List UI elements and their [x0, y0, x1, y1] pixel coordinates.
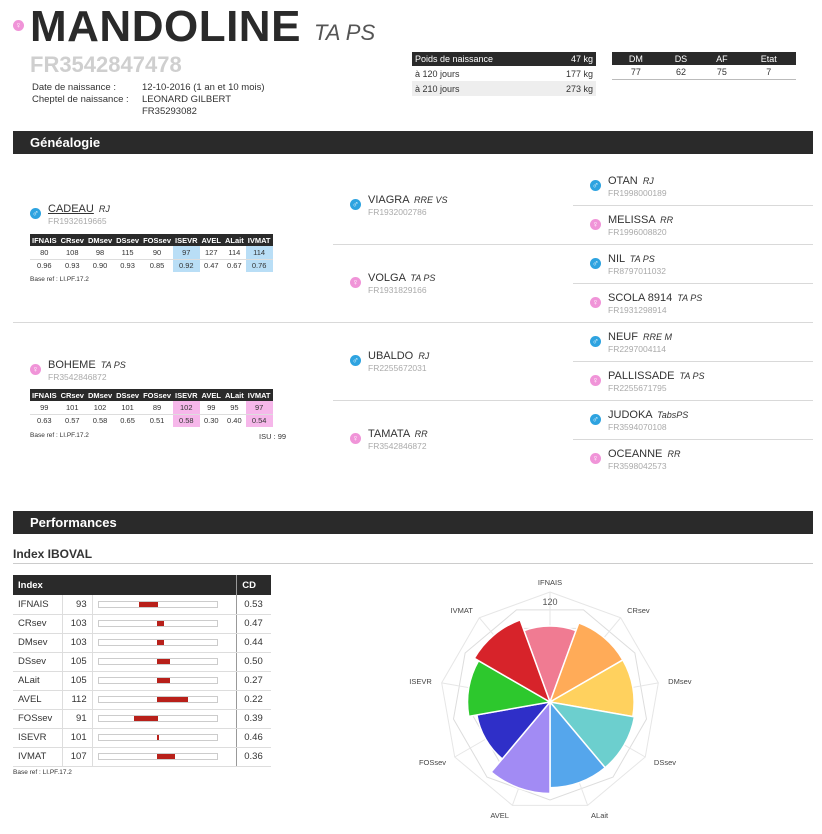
iboval-bar	[98, 677, 218, 684]
iboval-row	[13, 709, 271, 728]
iboval-index-value: 103	[62, 614, 92, 633]
father-index-header: DMsev	[87, 235, 113, 245]
iboval-title: Index IBOVAL	[13, 547, 93, 561]
iboval-bar	[98, 639, 218, 646]
chart-category-label: FOSsev	[418, 758, 447, 767]
iboval-index-value: 103	[62, 633, 92, 652]
father-index-value: 0.47	[203, 261, 219, 271]
female-sex-icon: ♀	[13, 20, 24, 31]
grandparent-race: TA PS	[410, 273, 436, 283]
male-sex-icon: ♂	[590, 336, 601, 347]
iboval-cd-value: 0.22	[237, 690, 271, 709]
mother-index-value: 95	[223, 401, 246, 414]
mother-index-value: 99	[30, 401, 59, 414]
great-grandparent-race: RRE M	[643, 332, 673, 342]
father-index-value: 108	[59, 246, 86, 259]
iboval-bar	[98, 620, 218, 627]
iboval-table	[13, 575, 271, 767]
dev-header-af: AF	[702, 52, 741, 65]
father-index-value: 0.90	[92, 261, 108, 271]
iboval-bar-fill	[157, 621, 165, 626]
great-grandparent-entry[interactable]	[590, 253, 666, 276]
great-grandparent-entry[interactable]	[590, 214, 673, 237]
iboval-bar-cell	[92, 709, 237, 728]
iboval-bar	[98, 734, 218, 741]
iboval-index-value: 91	[62, 709, 92, 728]
mother-index-header: ALait	[224, 390, 244, 400]
iboval-bar-cell	[92, 595, 237, 614]
great-grandparent-entry[interactable]	[590, 331, 672, 354]
mother-index-value: 101	[59, 401, 86, 414]
female-sex-icon: ♀	[590, 453, 601, 464]
iboval-row	[13, 633, 271, 652]
father-index-value: 0.92	[173, 259, 200, 272]
iboval-bar-fill	[157, 678, 170, 683]
iboval-bar-cell	[92, 652, 237, 671]
mother-index-value: 0.57	[64, 416, 80, 426]
grandparent-race: RRE VS	[414, 195, 448, 205]
father-index-value: 0.96	[36, 261, 52, 271]
iboval-bar-fill	[157, 735, 160, 740]
female-sex-icon: ♀	[590, 297, 601, 308]
father-index-value: 90	[141, 246, 173, 259]
grandparent-entry[interactable]	[350, 272, 435, 295]
weight-210-value: 273 kg	[544, 81, 596, 96]
dev-header-ds: DS	[660, 52, 703, 65]
chart-category-label: ISEVR	[409, 677, 432, 687]
grandparent-id: FR1932002786	[368, 207, 427, 217]
mother-race: TA PS	[100, 360, 126, 370]
iboval-bar	[98, 658, 218, 665]
great-grandparent-race: TA PS	[679, 371, 705, 381]
iboval-polar-chart	[400, 578, 700, 820]
father-index-value: 127	[200, 246, 223, 259]
great-grandparent-id: FR3598042573	[608, 461, 667, 471]
chart-category-label: DSsev	[653, 758, 677, 767]
iboval-row	[13, 690, 271, 709]
great-grandparent-race: RR	[660, 215, 674, 225]
father-index-value: 0.93	[120, 261, 135, 271]
grandparent-entry[interactable]	[350, 194, 448, 217]
chart-category-label: DMsev	[668, 677, 692, 687]
iboval-row	[13, 747, 271, 766]
iboval-bar-cell	[92, 728, 237, 747]
male-sex-icon: ♂	[590, 180, 601, 191]
chart-tick-label: 120	[542, 597, 558, 607]
iboval-bar-cell	[92, 747, 237, 766]
grandparent-id: FR3542846872	[368, 441, 427, 451]
mother-index-value: 0.58	[92, 416, 108, 426]
mother-index-header: AVEL	[201, 390, 221, 400]
weight-120-label: à 120 jours	[415, 68, 460, 79]
father-baseref: Base ref : LI.PF.17.2	[30, 276, 89, 283]
weight-birth-label: Poids de naissance	[412, 52, 544, 66]
iboval-row	[13, 671, 271, 690]
grandparent-name: TAMATA	[368, 428, 410, 440]
performances-section-header: Performances	[13, 511, 813, 534]
male-sex-icon: ♂	[350, 199, 361, 210]
birth-farm-name: LEONARD GILBERT	[142, 94, 232, 105]
mother-index-value: 0.30	[203, 416, 219, 426]
iboval-bar	[98, 715, 218, 722]
great-grandparent-entry[interactable]	[590, 292, 702, 315]
father-race: RJ	[98, 204, 110, 214]
iboval-index-name: DMsev	[13, 633, 62, 652]
father-index-value: 80	[30, 246, 59, 259]
mother-index-header: CRsev	[60, 390, 84, 400]
female-sex-icon: ♀	[590, 375, 601, 386]
mother-name: BOHEME	[48, 359, 96, 371]
female-sex-icon: ♀	[590, 219, 601, 230]
weights-table	[412, 52, 596, 96]
great-grandparent-id: FR2297004114	[608, 344, 666, 354]
mother-isu: ISU : 99	[259, 432, 287, 441]
grandparent-name: UBALDO	[368, 350, 414, 362]
iboval-index-name: IFNAIS	[13, 595, 62, 614]
great-grandparent-id: FR3594070108	[608, 422, 667, 432]
grandparent-entry[interactable]	[350, 350, 429, 373]
great-grandparent-id: FR8797011032	[608, 266, 666, 276]
iboval-bar-cell	[92, 614, 237, 633]
animal-race: TA PS	[314, 20, 376, 45]
great-grandparent-id: FR2255671795	[608, 383, 667, 393]
father-index-table	[30, 234, 273, 272]
birth-farm-label: Cheptel de naissance :	[32, 94, 129, 105]
chart-category-label: ALait	[591, 810, 609, 820]
mother-index-value: 0.58	[173, 414, 200, 427]
mother-index-header: ISEVR	[175, 390, 198, 400]
grandparent-race: RJ	[418, 351, 430, 361]
great-grandparent-entry[interactable]	[590, 175, 667, 198]
mother-id: FR3542846872	[48, 372, 107, 382]
father-index-value: 98	[86, 246, 114, 259]
iboval-bar-fill	[157, 697, 188, 702]
great-grandparent-entry[interactable]	[590, 409, 688, 432]
father-index-header: ISEVR	[175, 235, 198, 245]
dev-value-dm: 77	[612, 65, 660, 79]
mother-index-value: 101	[114, 401, 141, 414]
iboval-index-value: 112	[62, 690, 92, 709]
chart-category-label: CRsev	[627, 606, 650, 616]
iboval-index-name: CRsev	[13, 614, 62, 633]
father-index-value: 0.85	[149, 261, 165, 271]
father-index-value: 97	[173, 246, 200, 259]
iboval-cd-value: 0.39	[237, 709, 271, 728]
iboval-bar-fill	[157, 640, 165, 645]
mother-index-value: 0.40	[227, 416, 242, 426]
father-index-value: 114	[246, 246, 273, 259]
mother-index-value: 0.54	[246, 414, 273, 427]
animal-name: MANDOLINE	[30, 2, 301, 51]
great-grandparent-name: MELISSA	[608, 214, 656, 226]
female-sex-icon: ♀	[30, 364, 41, 375]
mother-index-value: 0.65	[120, 416, 135, 426]
great-grandparent-race: RJ	[642, 176, 654, 186]
father-index-value: 0.76	[246, 259, 273, 272]
chart-category-label: IFNAIS	[537, 578, 563, 587]
iboval-col-index: Index	[13, 575, 237, 595]
iboval-row	[13, 652, 271, 671]
father-index-header: DSsev	[116, 235, 140, 245]
animal-id: FR3542847478	[30, 52, 182, 77]
iboval-bar-fill	[157, 754, 175, 759]
mother-index-header: FOSsev	[143, 390, 172, 400]
great-grandparent-entry[interactable]	[590, 370, 705, 393]
mother-index-header: IVMAT	[247, 390, 271, 400]
great-grandparent-name: OCEANNE	[608, 448, 663, 460]
iboval-cd-value: 0.44	[237, 633, 271, 652]
iboval-bar-cell	[92, 690, 237, 709]
iboval-bar-fill	[139, 602, 157, 607]
father-entry[interactable]	[30, 203, 110, 226]
iboval-bar-cell	[92, 633, 237, 652]
female-sex-icon: ♀	[350, 433, 361, 444]
iboval-index-name: DSsev	[13, 652, 62, 671]
iboval-index-name: ISEVR	[13, 728, 62, 747]
mother-baseref: Base ref : LI.PF.17.2	[30, 432, 89, 439]
father-index-header: IFNAIS	[32, 235, 57, 245]
dev-header-dm: DM	[612, 52, 660, 65]
mother-index-value: 102	[173, 401, 200, 414]
iboval-cd-value: 0.53	[237, 595, 271, 614]
father-name: CADEAU	[48, 203, 94, 215]
dev-value-etat: 7	[741, 65, 796, 79]
great-grandparent-race: RR	[667, 449, 681, 459]
great-grandparent-name: NIL	[608, 253, 625, 265]
iboval-index-value: 105	[62, 652, 92, 671]
mother-index-value: 97	[246, 401, 273, 414]
iboval-bar-fill	[157, 659, 170, 664]
great-grandparent-name: JUDOKA	[608, 409, 653, 421]
dev-header-etat: Etat	[741, 52, 796, 65]
great-grandparent-name: PALLISSADE	[608, 370, 675, 382]
iboval-index-value: 105	[62, 671, 92, 690]
iboval-index-value: 101	[62, 728, 92, 747]
mother-index-header: DMsev	[87, 390, 113, 400]
mother-entry[interactable]	[30, 359, 126, 382]
birth-date-label: Date de naissance :	[32, 82, 116, 93]
iboval-cd-value: 0.47	[237, 614, 271, 633]
birth-date-line	[32, 82, 265, 93]
iboval-index-value: 93	[62, 595, 92, 614]
great-grandparent-name: OTAN	[608, 175, 638, 187]
iboval-bar-fill	[134, 716, 157, 721]
iboval-bar	[98, 753, 218, 760]
father-id: FR1932619665	[48, 216, 107, 226]
iboval-row	[13, 614, 271, 633]
birth-farm-id: FR35293082	[142, 106, 197, 117]
father-index-header: ALait	[224, 235, 244, 245]
weight-birth-value: 47 kg	[544, 52, 596, 66]
iboval-bar-cell	[92, 671, 237, 690]
great-grandparent-id: FR1996008820	[608, 227, 667, 237]
female-sex-icon: ♀	[350, 277, 361, 288]
grandparent-race: RR	[414, 429, 428, 439]
iboval-col-cd: CD	[237, 575, 271, 595]
grandparent-name: VIAGRA	[368, 194, 409, 206]
chart-category-label: AVEL	[490, 810, 509, 820]
father-index-header: FOSsev	[143, 235, 172, 245]
iboval-baseref: Base ref : LI.PF.17.2	[13, 769, 72, 776]
iboval-index-name: FOSsev	[13, 709, 62, 728]
mother-index-header: DSsev	[116, 390, 140, 400]
great-grandparent-name: SCOLA 8914	[608, 292, 673, 304]
male-sex-icon: ♂	[590, 414, 601, 425]
iboval-index-value: 107	[62, 747, 92, 766]
iboval-row	[13, 728, 271, 747]
development-table	[612, 52, 796, 80]
iboval-index-name: IVMAT	[13, 747, 62, 766]
iboval-bar	[98, 601, 218, 608]
father-index-value: 114	[223, 246, 246, 259]
grandparent-id: FR1931829166	[368, 285, 427, 295]
father-index-header: IVMAT	[247, 235, 271, 245]
great-grandparent-entry[interactable]	[590, 448, 680, 471]
father-index-value: 0.67	[227, 261, 242, 271]
father-index-header: CRsev	[60, 235, 84, 245]
male-sex-icon: ♂	[30, 208, 41, 219]
birth-farm-line	[32, 94, 231, 105]
birth-date-value: 12-10-2016 (1 an et 10 mois)	[142, 82, 265, 93]
genealogy-section-header: Généalogie	[13, 131, 813, 154]
mother-index-value: 0.51	[149, 416, 165, 426]
dev-value-ds: 62	[660, 65, 703, 79]
male-sex-icon: ♂	[590, 258, 601, 269]
mother-index-header: IFNAIS	[32, 390, 57, 400]
iboval-index-name: AVEL	[13, 690, 62, 709]
chart-category-label: IVMAT	[450, 606, 473, 616]
iboval-cd-value: 0.46	[237, 728, 271, 747]
weight-120-value: 177 kg	[565, 68, 593, 79]
father-index-value: 115	[114, 246, 141, 259]
iboval-cd-value: 0.36	[237, 747, 271, 766]
father-index-header: AVEL	[201, 235, 221, 245]
iboval-bar	[98, 696, 218, 703]
iboval-cd-value: 0.50	[237, 652, 271, 671]
weight-210-label: à 210 jours	[412, 81, 544, 96]
mother-index-value: 99	[200, 401, 223, 414]
male-sex-icon: ♂	[350, 355, 361, 366]
iboval-row	[13, 595, 271, 614]
mother-index-value: 89	[141, 401, 173, 414]
great-grandparent-id: FR1998000189	[608, 188, 667, 198]
grandparent-entry[interactable]	[350, 428, 428, 451]
father-index-value: 0.93	[64, 261, 80, 271]
mother-index-table	[30, 389, 273, 427]
great-grandparent-race: TA PS	[629, 254, 655, 264]
great-grandparent-id: FR1931298914	[608, 305, 667, 315]
mother-index-value: 102	[86, 401, 114, 414]
mother-index-value: 0.63	[36, 416, 52, 426]
great-grandparent-race: TA PS	[677, 293, 703, 303]
iboval-cd-value: 0.27	[237, 671, 271, 690]
grandparent-name: VOLGA	[368, 272, 406, 284]
dev-value-af: 75	[702, 65, 741, 79]
iboval-index-name: ALait	[13, 671, 62, 690]
great-grandparent-race: TabsPS	[657, 410, 689, 420]
great-grandparent-name: NEUF	[608, 331, 638, 343]
grandparent-id: FR2255672031	[368, 363, 427, 373]
